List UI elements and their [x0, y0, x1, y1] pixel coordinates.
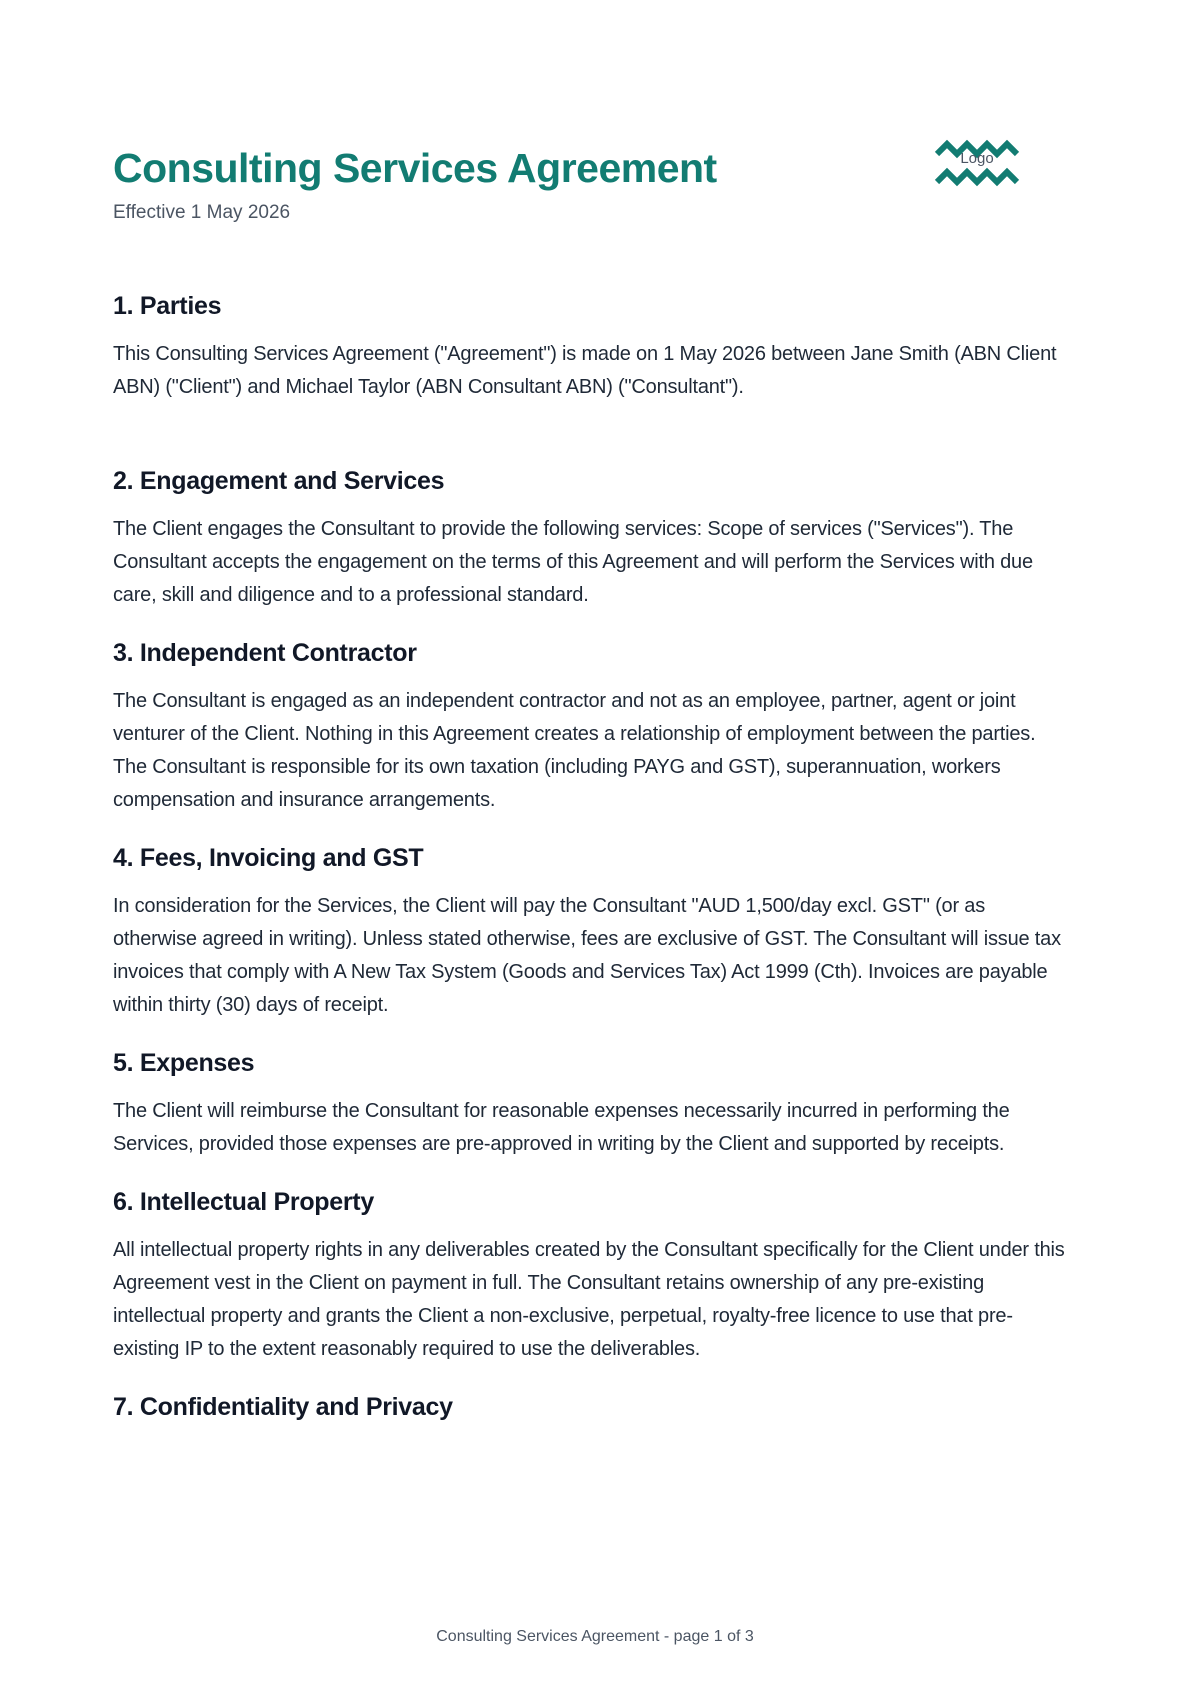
section-heading: 4. Fees, Invoicing and GST [113, 844, 424, 872]
section-heading: 2. Engagement and Services [113, 467, 445, 495]
section-fees [113, 840, 1073, 1022]
section-body: The Client engages the Consultant to provide the following services: Scope of services ("Services"). The Consultant accepts the engagement on the terms of this Agreement and will perform the Services with due care, skill and diligence and to a professional standard. [113, 518, 1033, 606]
section-heading: 1. Parties [113, 292, 222, 320]
document-body [113, 288, 1073, 1425]
section-body: All intellectual property rights in any deliverables created by the Consultant specifically for the Client under this Agreement vest in the Client on payment in full. The Consultant retains ownership of any pre-existing intellectual property and grants the Client a non-exclusive, perpetual, royalty-free licence to use that pre-existing IP to the extent reasonably required to use the deliverables. [113, 1239, 1065, 1360]
logo-label: Logo [960, 150, 994, 167]
section-intellectual-property [113, 1184, 1073, 1366]
page-footer: Consulting Services Agreement - page 1 of 3 [436, 1628, 754, 1645]
section-independent-contractor [113, 635, 1073, 817]
section-parties [113, 288, 1073, 404]
section-heading: 6. Intellectual Property [113, 1188, 374, 1216]
section-heading: 3. Independent Contractor [113, 639, 417, 667]
section-body: The Client will reimburse the Consultant for reasonable expenses necessarily incurred in performing the Services, provided those expenses are pre-approved in writing by the Client and supported by receipts. [113, 1100, 1010, 1155]
effective-date: Effective 1 May 2026 [113, 202, 291, 223]
section-body: In consideration for the Services, the Client will pay the Consultant "AUD 1,500/day excl. GST" (or as otherwise agreed in writing). Unless stated otherwise, fees are exclusive of GST. The Consultant will issue tax invoices that comply with A New Tax System (Goods and Services Tax) Act 1999 (Cth). Invoices are payable within thirty (30) days of receipt. [113, 895, 1061, 1016]
section-engagement [113, 463, 1073, 612]
section-heading: 5. Expenses [113, 1049, 255, 1077]
section-expenses [113, 1045, 1073, 1161]
section-confidentiality [113, 1389, 1073, 1425]
company-logo [933, 138, 1021, 188]
document-header [113, 138, 1013, 238]
section-body: The Consultant is engaged as an independent contractor and not as an employee, partner, agent or joint venturer of the Client. Nothing in this Agreement creates a relationship of employment between the parties. The Consultant is responsible for its own taxation (including PAYG and GST), superannuation, workers compensation and insurance arrangements. [113, 690, 1036, 811]
document-title: Consulting Services Agreement [113, 145, 717, 191]
section-heading: 7. Confidentiality and Privacy [113, 1393, 453, 1421]
section-body: This Consulting Services Agreement ("Agreement") is made on 1 May 2026 between Jane Smith (ABN Client ABN) ("Client") and Michael Taylor (ABN Consultant ABN) ("Consultant"). [113, 343, 1057, 398]
